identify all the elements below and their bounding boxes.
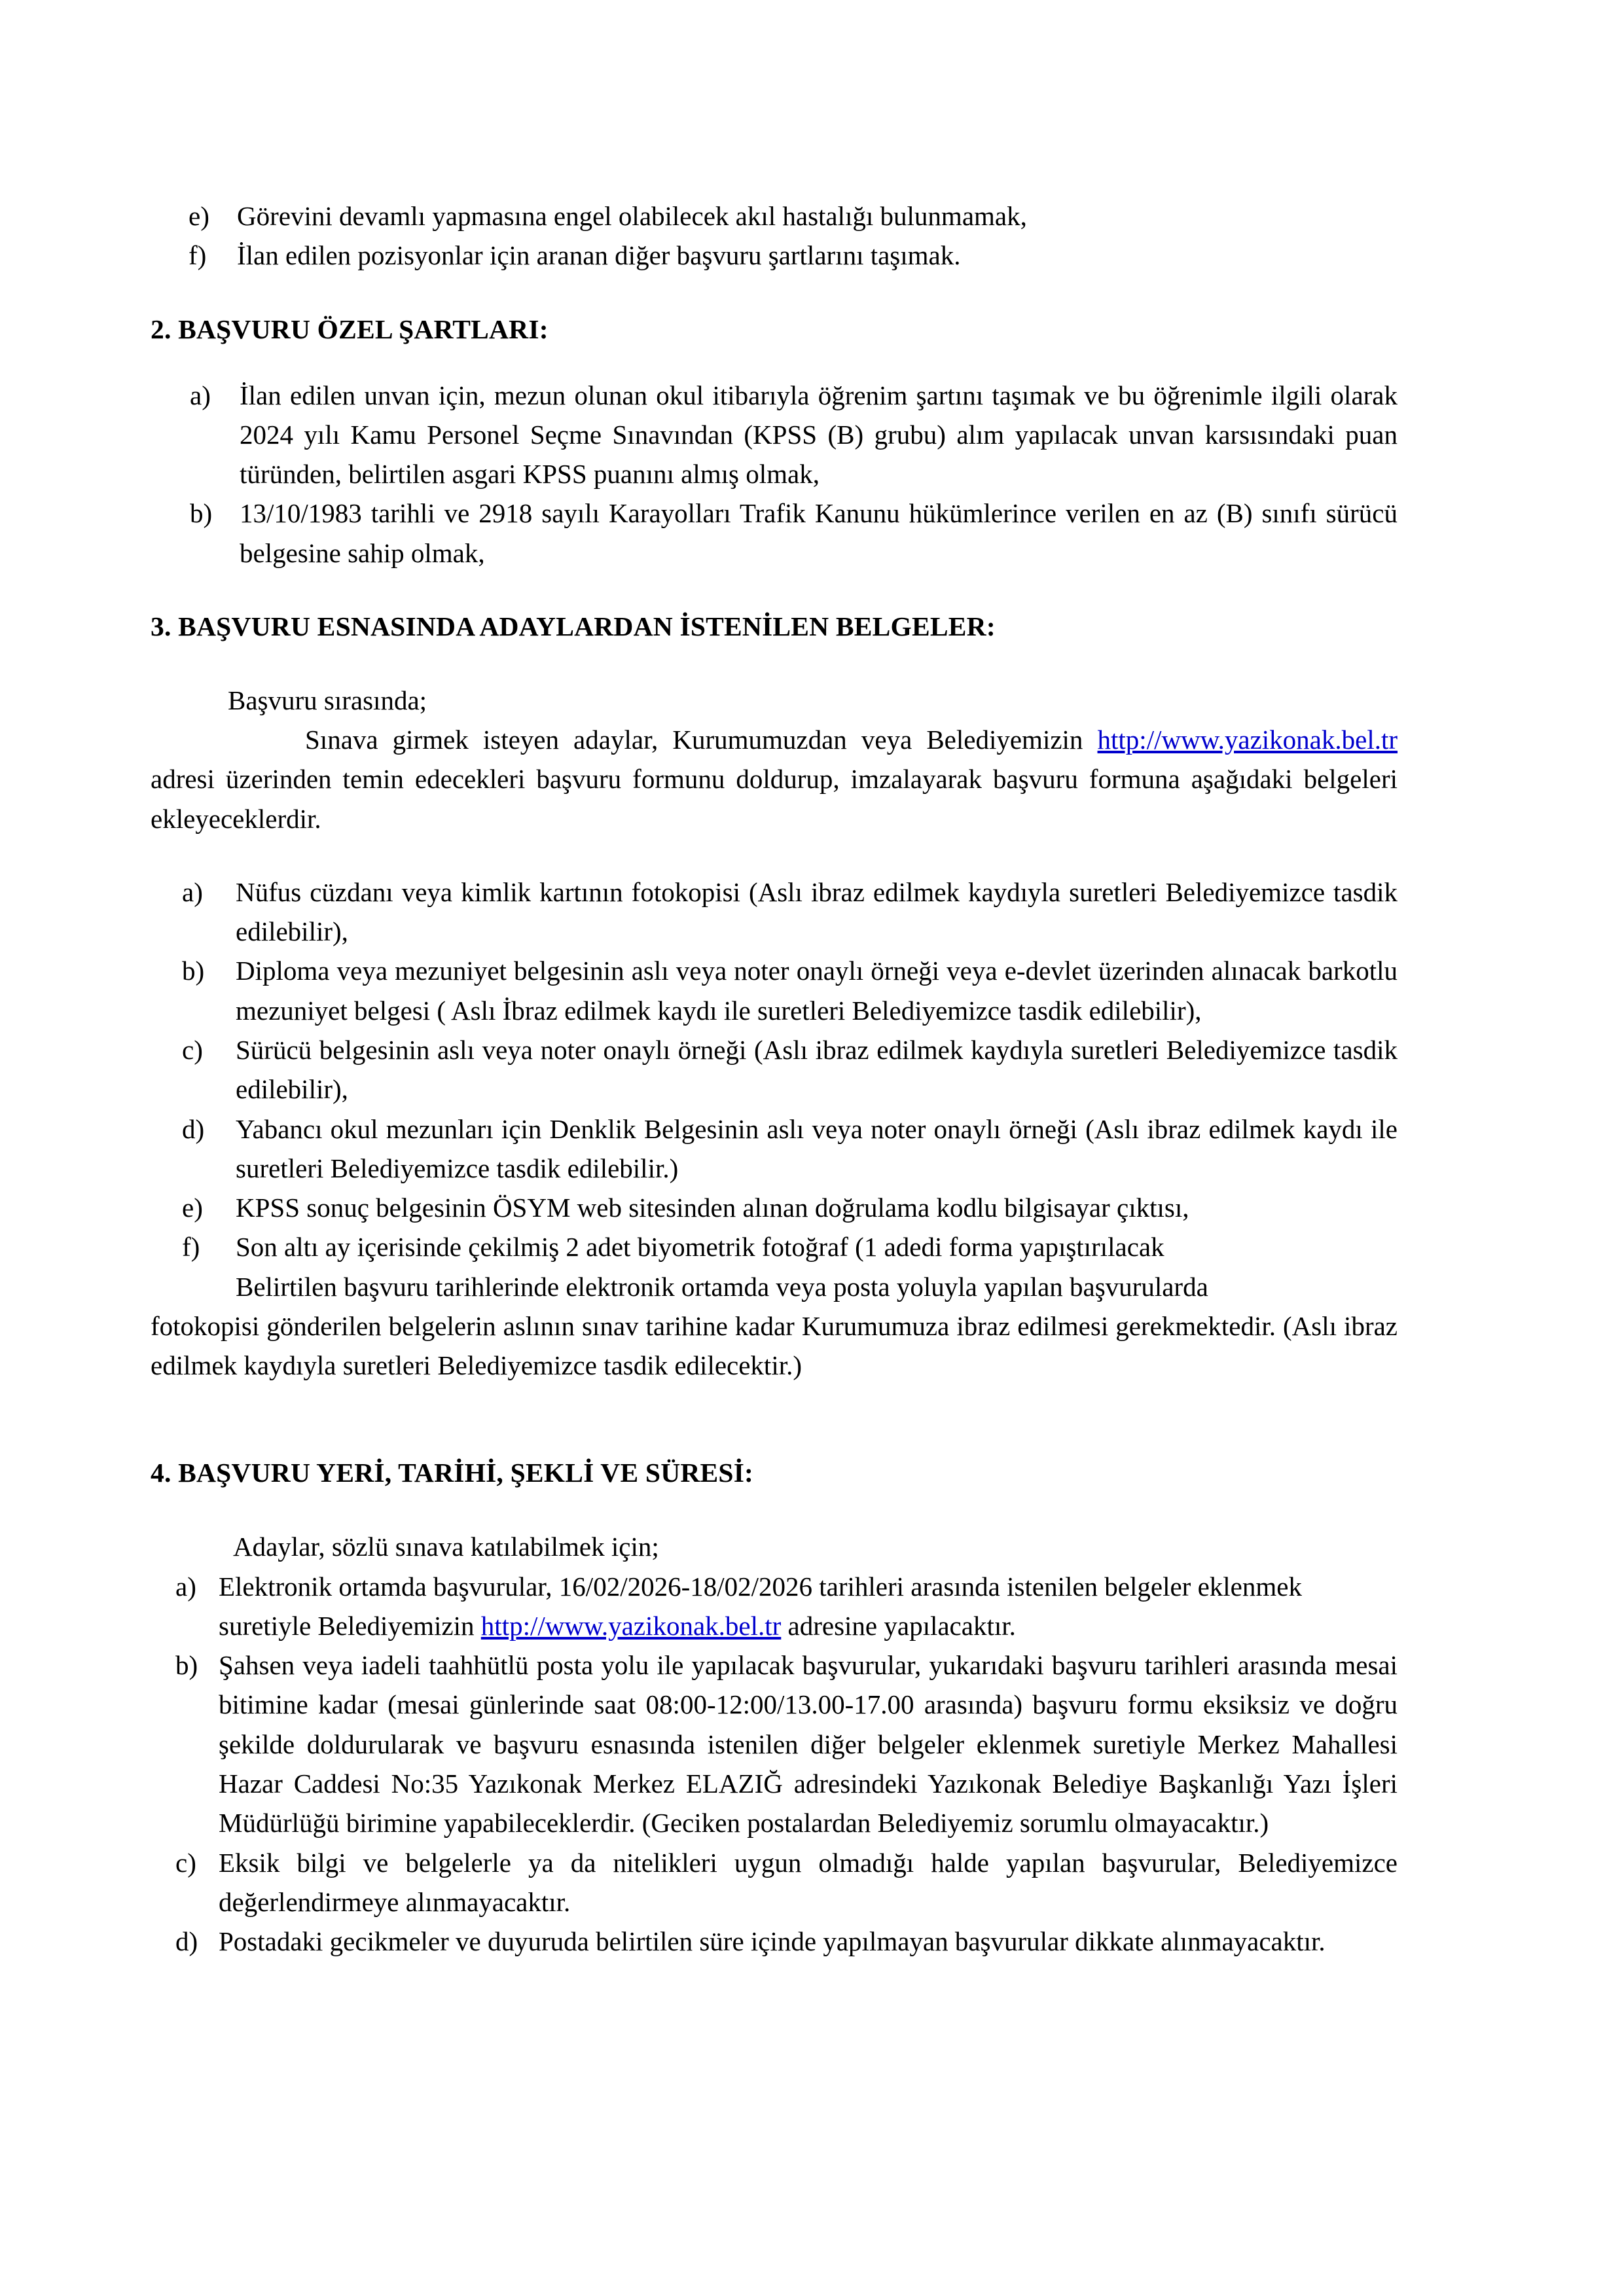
list-marker: a) <box>190 380 211 410</box>
list-item <box>182 1030 1398 1109</box>
intro-text-after-link: adresi üzerinden temin edecekleri başvuru formunu doldurup, imzalayarak başvuru formuna aşağıdaki belgeleri ekleyeceklerdir. <box>151 764 1398 834</box>
list-item <box>175 1645 1398 1842</box>
top-continuation-list <box>151 196 1398 276</box>
list-item <box>190 376 1398 494</box>
list-item-text: Sürücü belgesinin aslı veya noter onaylı örneği (Aslı ibraz edilmek kaydıyla suretleri Belediyemizce tasdik edilebilir), <box>236 1034 1398 1105</box>
section-3-heading: 3. BAŞVURU ESNASINDA ADAYLARDAN İSTENİLEN BELGELER: <box>151 611 996 641</box>
list-item <box>175 1567 1398 1646</box>
list-marker: a) <box>175 1571 196 1602</box>
list-item-text: Yabancı okul mezunları için Denklik Belgesinin aslı veya noter onaylı örneği (Aslı ibraz edilmek kaydı ile suretleri Belediyemizce tasdik edilebilir.) <box>236 1113 1398 1183</box>
spacer <box>151 1385 1398 1453</box>
list-item-text: Diploma veya mezuniyet belgesinin aslı veya noter onaylı örneği veya e-devlet üzerinden alınacak barkotlu mezuniyet belgesi ( Aslı İbraz edilmek kaydı ile suretleri Belediyemizce tasdik edilebilir), <box>236 956 1398 1026</box>
list-item <box>182 872 1398 952</box>
section-3-closing-line-2: fotokopisi gönderilen belgelerin aslının sınav tarihine kadar Kurumumuza ibraz edilmesi gerekmektedir. (Aslı ibraz edilmek kaydıyla suretleri Belediyemizce tasdik edilecektir.) <box>151 1310 1398 1381</box>
list-item <box>189 196 1398 236</box>
list-marker: c) <box>175 1847 196 1878</box>
list-item-text: Eksik bilgi ve belgelerle ya da nitelikleri uygun olmadığı halde yapılan başvurular, Belediyemizce değerlendirmeye alınmayacaktır. <box>219 1847 1398 1917</box>
list-marker: e) <box>182 1193 203 1223</box>
list-marker: f) <box>189 240 207 271</box>
section-2-list <box>151 376 1398 573</box>
list-item <box>190 493 1398 573</box>
spacer <box>151 573 1398 607</box>
intro-text-before-link: Sınava girmek isteyen adaylar, Kurumumuzdan veya Belediyemizin <box>305 725 1083 755</box>
list-item <box>182 1227 1398 1266</box>
list-marker: e) <box>189 201 209 231</box>
list-item-text: KPSS sonuç belgesinin ÖSYM web sitesinden alınan doğrulama kodlu bilgisayar çıktısı, <box>236 1193 1189 1223</box>
section-3-intro-paragraph <box>151 720 1398 838</box>
section-4-heading: 4. BAŞVURU YERİ, TARİHİ, ŞEKLİ VE SÜRESİ: <box>151 1458 754 1488</box>
list-item <box>182 951 1398 1030</box>
list-item <box>182 1109 1398 1189</box>
section-2-heading: 2. BAŞVURU ÖZEL ŞARTLARI: <box>151 314 549 344</box>
list-marker: a) <box>182 876 203 907</box>
section-3-closing-line-1: Belirtilen başvuru tarihlerinde elektronik ortamda veya posta yoluyla yapılan başvurularda <box>236 1271 1208 1302</box>
spacer <box>151 276 1398 310</box>
list-item-text: Postadaki gecikmeler ve duyuruda belirtilen süre içinde yapılmayan başvurular dikkate alınmayacaktır. <box>219 1926 1326 1957</box>
section-4-intro-line: Adaylar, sözlü sınava katılabilmek için; <box>233 1532 659 1562</box>
spacer <box>151 647 1398 681</box>
section-3-list <box>151 872 1398 1267</box>
list-item-text: İlan edilen pozisyonlar için aranan diğer başvuru şartlarını taşımak. <box>237 240 961 271</box>
list-marker: d) <box>175 1926 198 1957</box>
list-item-text: İlan edilen unvan için, mezun olunan okul itibarıyla öğrenim şartını taşımak ve bu öğrenimle ilgili olarak 2024 yılı Kamu Personel Seçme Sınavından (KPSS (B) grubu) alım yapılacak unvan karsısındaki puan türünden, belirtilen asgari KPSS puanını almış olmak, <box>240 380 1398 490</box>
list-marker: f) <box>182 1232 200 1263</box>
list-item-text: Şahsen veya iadeli taahhütlü posta yolu ile yapılacak başvurular, yukarıdaki başvuru tarihleri arasında mesai bitimine kadar (mesai günlerinde saat 08:00-12:00/13.00-17.00 arasında) başvuru formu eksiksiz ve doğru şekilde doldurularak ve başvuru esnasında istenilen diğer belgeler eklenmek suretiyle Merkez Mahallesi Hazar Caddesi No:35 Yazıkonak Merkez ELAZIĞ adresindeki Yazıkonak Belediye Başkanlığı Yazı İşleri Müdürlüğü birimine yapabileceklerdir. (Geciken postalardan Belediyemiz sorumlu olmayacaktır.) <box>219 1650 1398 1839</box>
list-item <box>175 1922 1398 1961</box>
list-marker: b) <box>182 956 205 986</box>
section-4-list <box>151 1567 1398 1962</box>
yazikonak-website-link[interactable]: http://www.yazikonak.bel.tr <box>480 1610 782 1641</box>
list-marker: b) <box>175 1650 198 1681</box>
document-body <box>151 196 1398 1961</box>
list-item <box>175 1843 1398 1922</box>
list-marker: c) <box>182 1034 203 1065</box>
list-item-text: Nüfus cüzdanı veya kimlik kartının fotokopisi (Aslı ibraz edilmek kaydıyla suretleri Belediyemizce tasdik edilebilir), <box>236 876 1398 947</box>
spacer <box>151 838 1398 872</box>
yazikonak-website-link[interactable]: http://www.yazikonak.bel.tr <box>1097 725 1398 755</box>
item-a-text-after-link: adresine yapılacaktır. <box>787 1610 1016 1641</box>
list-item-text: Görevini devamlı yapmasına engel olabilecek akıl hastalığı bulunmamak, <box>237 201 1027 231</box>
list-item-text <box>219 1567 1398 1646</box>
section-3-intro-line: Başvuru sırasında; <box>228 685 427 715</box>
list-item-text: 13/10/1983 tarihli ve 2918 sayılı Karayolları Trafik Kanunu hükümlerince verilen en az (B) sınıfı sürücü belgesine sahip olmak, <box>240 498 1398 568</box>
list-marker: d) <box>182 1113 205 1144</box>
spacer <box>151 1493 1398 1527</box>
list-marker: b) <box>190 498 213 529</box>
item-a-text-before-link: Elektronik ortamda başvurular, 16/02/2026-18/02/2026 tarihleri arasında istenilen belgeler eklenmek suretiyle Belediyemizin <box>219 1571 1302 1641</box>
list-item-text: Son altı ay içerisinde çekilmiş 2 adet biyometrik fotoğraf (1 adedi forma yapıştırılacak <box>236 1232 1164 1263</box>
spacer <box>151 350 1398 376</box>
list-item <box>182 1188 1398 1227</box>
list-item <box>189 236 1398 275</box>
